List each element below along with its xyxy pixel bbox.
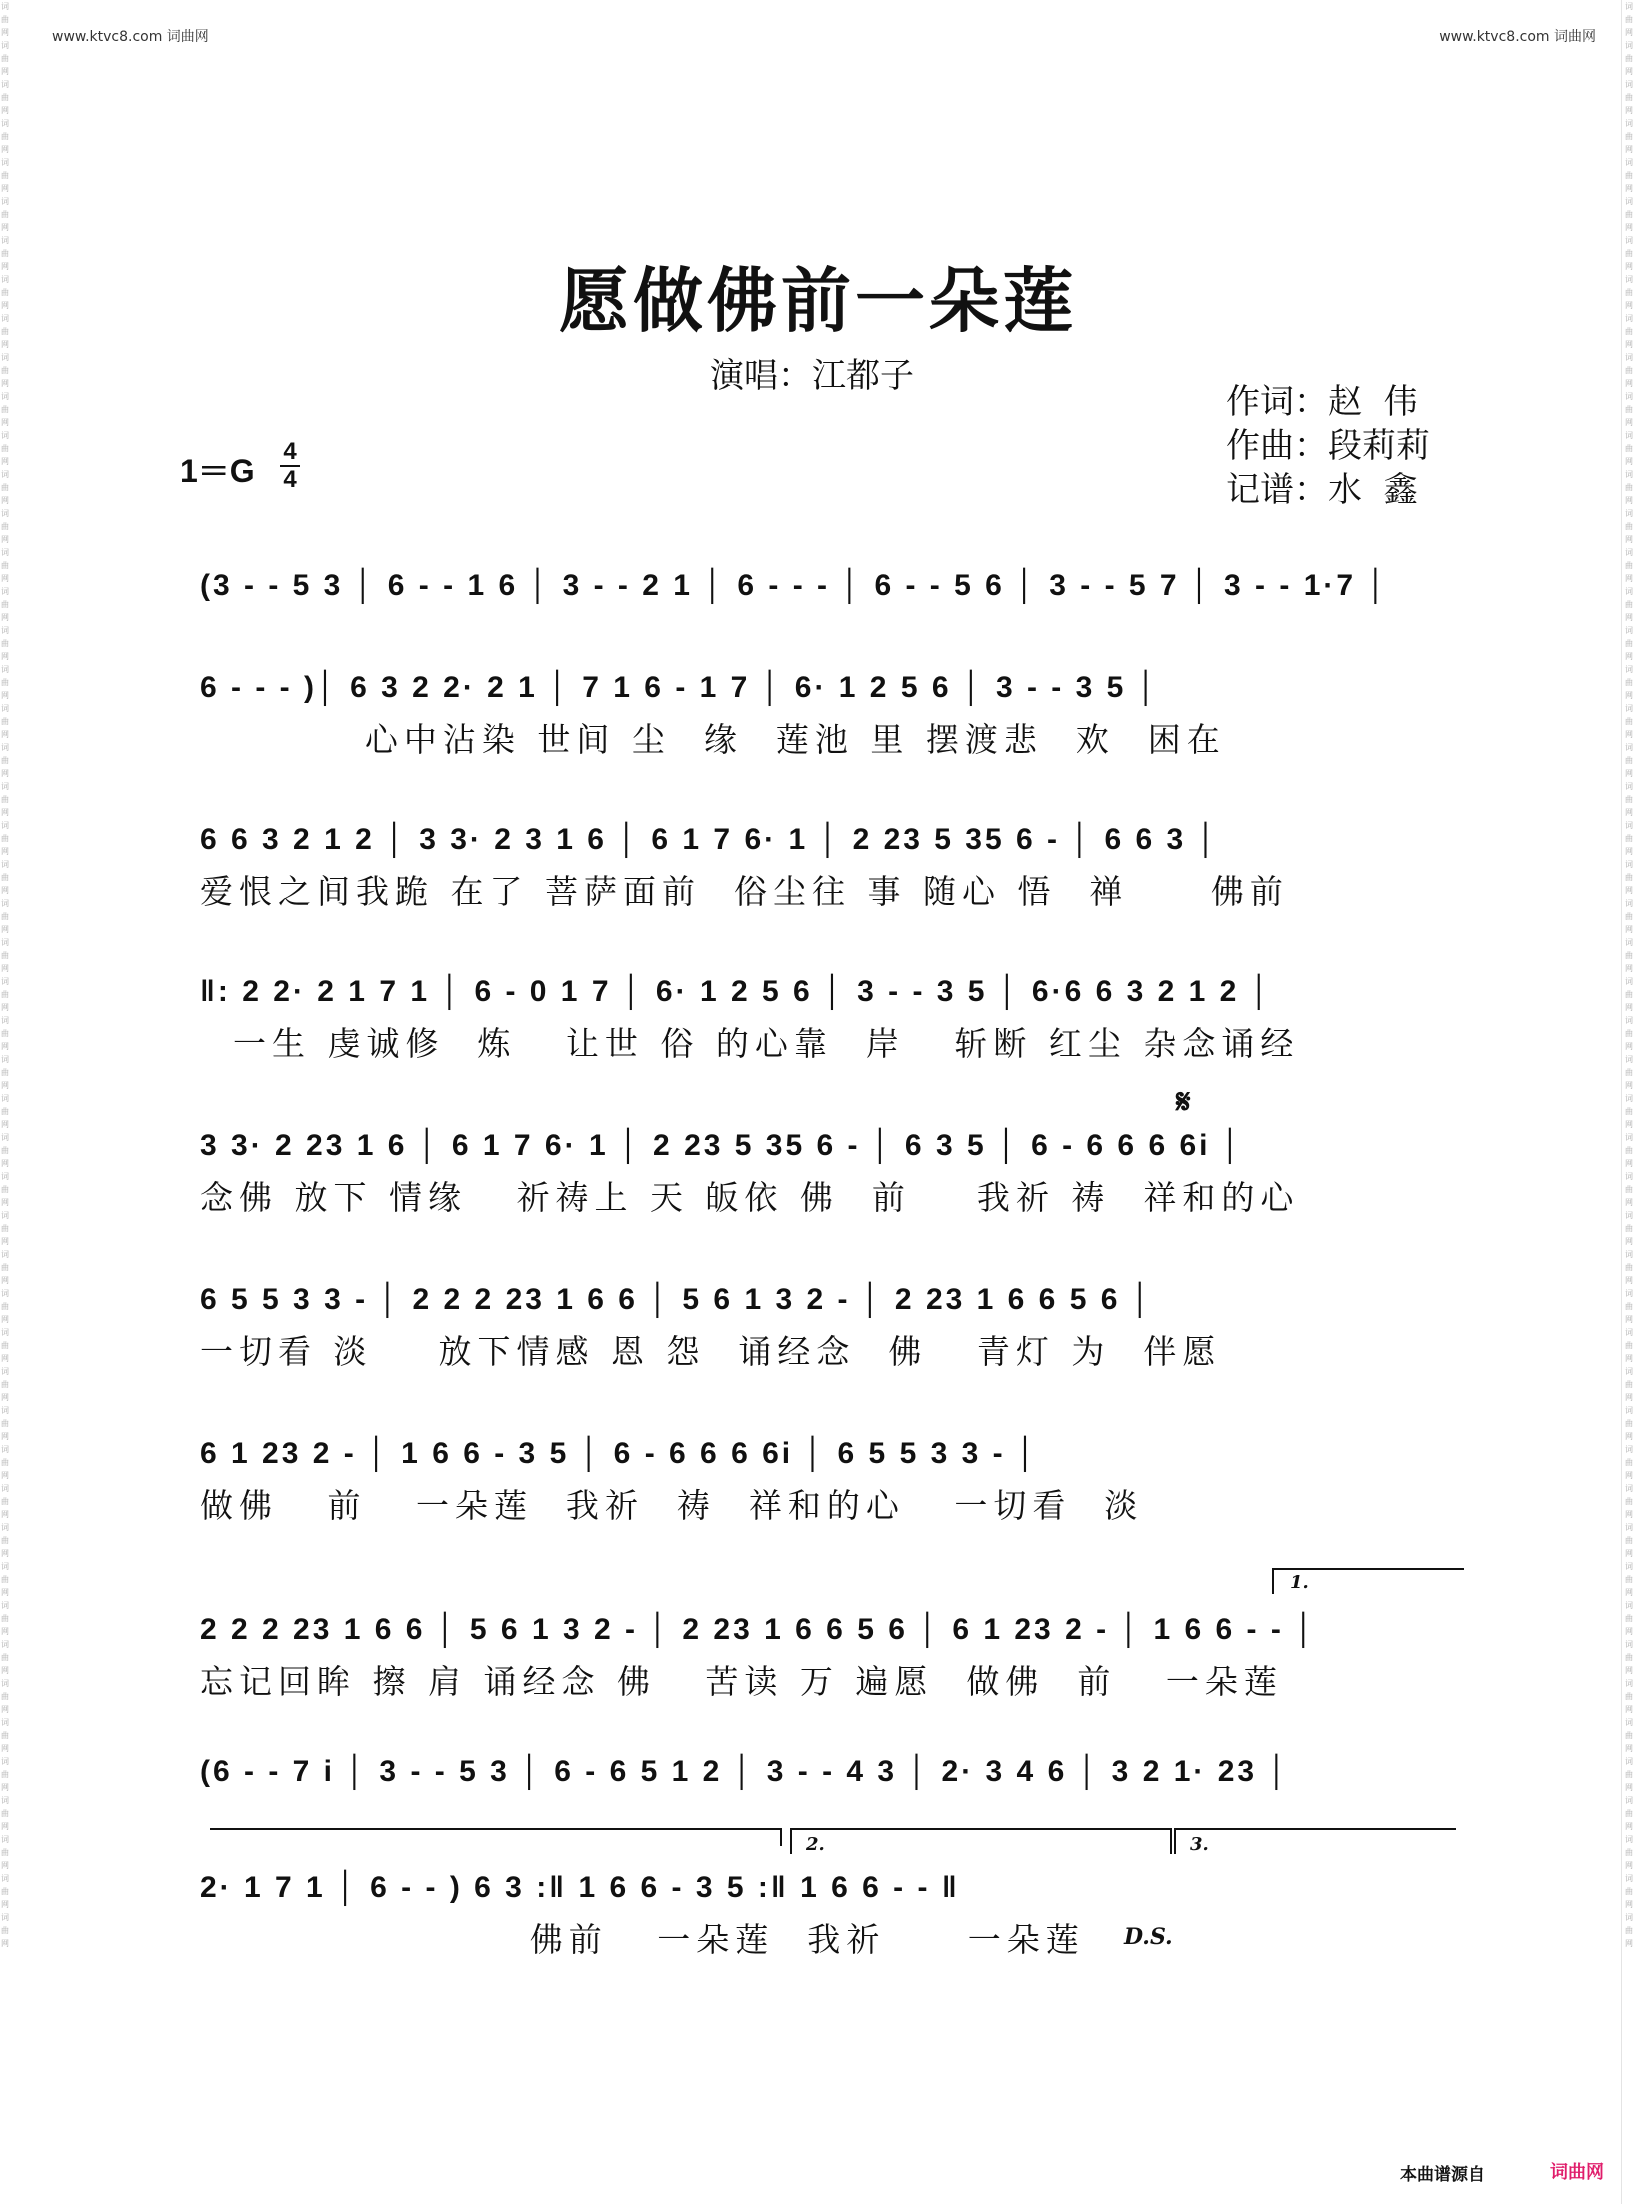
- lyricist: 作词：赵 伟: [1226, 382, 1418, 422]
- notation: 6 5 5 3 3 - │ 2 2 2 23 1 6 6 │ 5 6 1 3 2 - │ 2 23 1 6 6 5 6 │: [200, 1283, 1154, 1316]
- site-url-left[interactable]: www.ktvc8.com 词曲网: [52, 29, 209, 45]
- side-watermark-right: 词曲网词曲网词曲网词曲网词曲网词曲网词曲网词曲网词曲网词曲网词曲网词曲网词曲网词曲网词曲网词曲网词曲网词曲网词曲网词曲网词曲网词曲网词曲网词曲网词曲网词曲网词曲网词曲网词曲网词曲网词曲网词曲网词曲网词曲网词曲网词曲网词曲网词曲网词曲网词曲网词曲网词曲网词曲网词曲网词曲网词曲网词曲网词曲网词曲网词曲网: [1625, 2, 1633, 1948]
- notation: 6 6 3 2 1 2 │ 3 3· 2 3 1 6 │ 6 1 7 6· 1 │ 2 23 5 35 6 - │ 6 6 3 │: [200, 823, 1220, 856]
- footer-source-label: 本曲谱源自: [1400, 2165, 1485, 2185]
- notation: 3 3· 2 23 1 6 │ 6 1 7 6· 1 │ 2 23 5 35 6 - │ 6 3 5 │ 6 - 6 6 6 6i │: [200, 1129, 1244, 1162]
- ending-3-bracket: [1174, 1828, 1456, 1854]
- song-title: 愿做佛前一朵莲: [559, 259, 1077, 342]
- da-segno: D.S.: [1124, 1924, 1173, 1950]
- notation: 6 - - - )│ 6 3 2 2· 2 1 │ 7 1 6 - 1 7 │ 6· 1 2 5 6 │ 3 - - 3 5 │: [200, 671, 1160, 704]
- ending-3-label: 3.: [1190, 1834, 1209, 1855]
- score-line-2: [200, 668, 1462, 760]
- lyrics: 忘记回眸 擦 肩 诵经念 佛 苦读 万 遍愿 做佛 前 一朵莲: [200, 1662, 1283, 1701]
- lyrics: 一生 虔诚修 炼 让世 俗 的心靠 岸 斩断 红尘 杂念诵经: [200, 1024, 1300, 1063]
- notation: (3 - - 5 3 │ 6 - - 1 6 │ 3 - - 2 1 │ 6 - - - │ 6 - - 5 6 │ 3 - - 5 7 │ 3 - - 1·7 │: [200, 569, 1390, 602]
- ending-1-label: 1.: [1290, 1572, 1309, 1593]
- score-line-5: [200, 1126, 1462, 1218]
- key-signature: 1＝G: [180, 453, 255, 489]
- credits: [1226, 380, 1430, 512]
- time-top: 4: [283, 438, 297, 465]
- lyrics: 心中沾染 世间 尘 缘 莲池 里 摆渡悲 欢 困在: [200, 720, 1226, 759]
- site-url-right[interactable]: www.ktvc8.com 词曲网: [1439, 29, 1596, 45]
- lyrics: 念佛 放下 情缘 祈祷上 天 皈依 佛 前 我祈 祷 祥和的心: [200, 1178, 1300, 1217]
- ending-2-label: 2.: [806, 1834, 825, 1855]
- lyrics: 佛前 一朵莲 我祈 一朵莲: [200, 1920, 1085, 1959]
- time-signature: [280, 440, 300, 492]
- score-line-1: [200, 566, 1462, 658]
- score-line-6: [200, 1280, 1462, 1372]
- score-line-10: [200, 1868, 1462, 1960]
- lyrics: 一切看 淡 放下情感 恩 怨 诵经念 佛 青灯 为 伴愿: [200, 1332, 1222, 1371]
- notation: (6 - - 7 i │ 3 - - 5 3 │ 6 - 6 5 1 2 │ 3 - - 4 3 │ 2· 3 4 6 │ 3 2 1· 23 │: [200, 1755, 1291, 1788]
- score-line-8: [200, 1610, 1462, 1702]
- time-bottom: 4: [283, 466, 297, 493]
- notation: ‖: 2 2· 2 1 7 1 │ 6 - 0 1 7 │ 6· 1 2 5 6 │ 3 - - 3 5 │ 6·6 6 3 2 1 2 │: [200, 975, 1273, 1008]
- long-slur: [210, 1828, 782, 1846]
- composer: 作曲：段莉莉: [1226, 426, 1430, 466]
- lyrics: 爱恨之间我跪 在了 菩萨面前 俗尘往 事 随心 悟 禅 佛前: [200, 872, 1289, 911]
- notation: 2· 1 7 1 │ 6 - - ) 6 3 :‖ 1 6 6 - 3 5 :‖ 1 6 6 - - ‖: [200, 1871, 960, 1904]
- notation: 2 2 2 23 1 6 6 │ 5 6 1 3 2 - │ 2 23 1 6 6 5 6 │ 6 1 23 2 - │ 1 6 6 - - │: [200, 1613, 1317, 1646]
- transcriber: 记谱：水 鑫: [1226, 470, 1418, 510]
- footer-source-site[interactable]: 词曲网: [1550, 2162, 1604, 2183]
- score-line-4: [200, 972, 1462, 1064]
- notation: 6 1 23 2 - │ 1 6 6 - 3 5 │ 6 - 6 6 6 6i │ 6 5 5 3 3 - │: [200, 1437, 1039, 1470]
- score-line-3: [200, 820, 1462, 912]
- score-line-7: [200, 1434, 1462, 1526]
- ending-2-bracket: [790, 1828, 1172, 1854]
- segno-sign: 𝄋: [1176, 1082, 1191, 1122]
- lyrics: [200, 618, 1462, 658]
- singer: 演唱：江都子: [710, 356, 914, 396]
- side-watermark-left: 词曲网词曲网词曲网词曲网词曲网词曲网词曲网词曲网词曲网词曲网词曲网词曲网词曲网词曲网词曲网词曲网词曲网词曲网词曲网词曲网词曲网词曲网词曲网词曲网词曲网词曲网词曲网词曲网词曲网词曲网词曲网词曲网词曲网词曲网词曲网词曲网词曲网词曲网词曲网词曲网词曲网词曲网词曲网词曲网词曲网词曲网词曲网词曲网词曲网词曲网: [1, 2, 9, 1948]
- lyrics: 做佛 前 一朵莲 我祈 祷 祥和的心 一切看 淡: [200, 1486, 1144, 1525]
